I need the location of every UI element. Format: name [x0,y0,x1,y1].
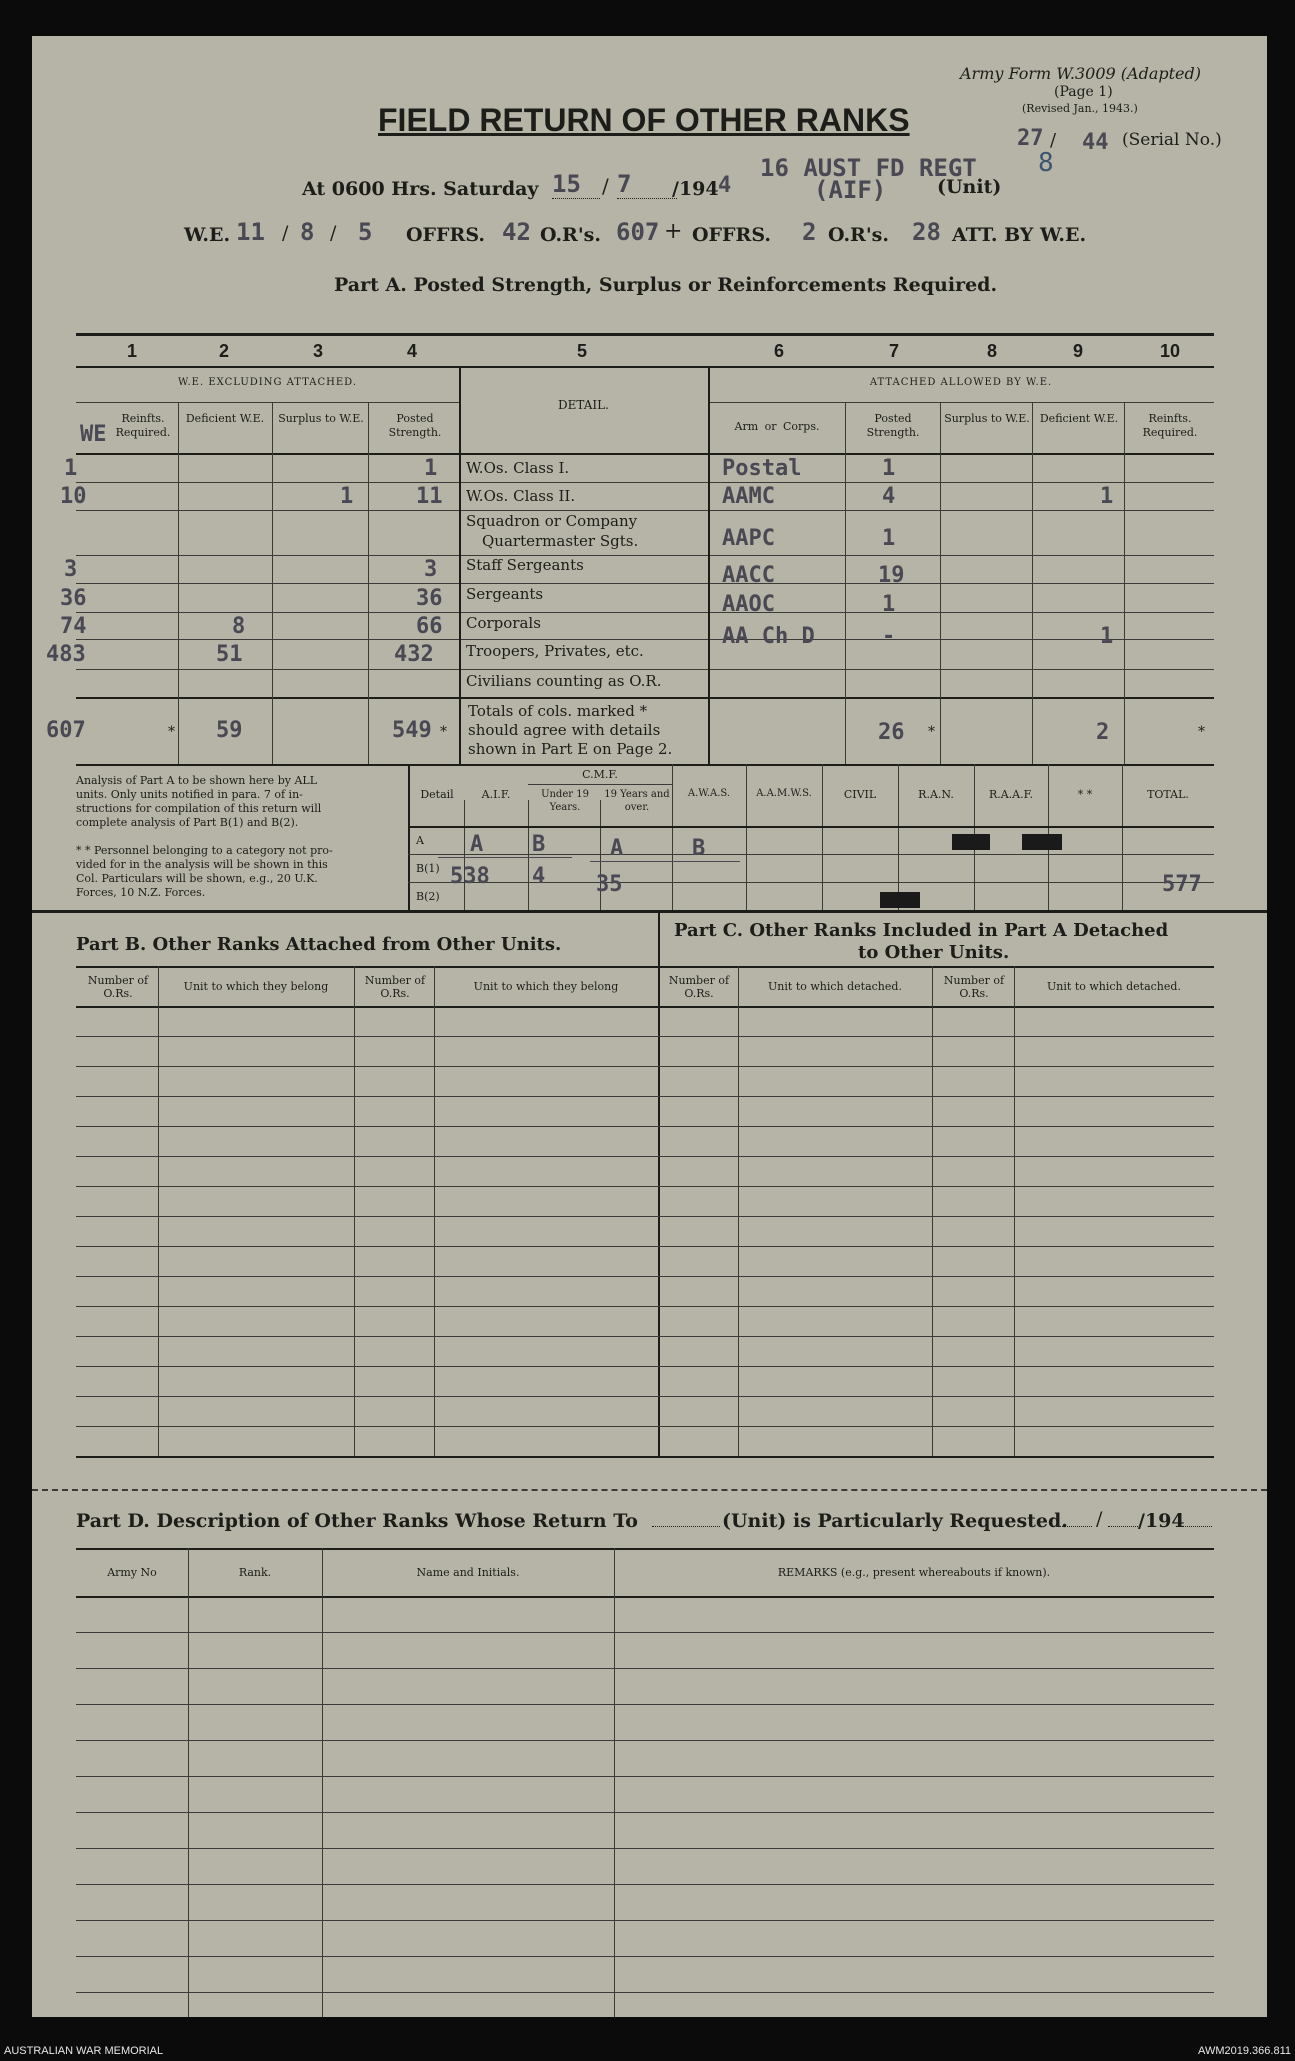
total-detail-3: shown in Part E on Page 2. [468,740,673,758]
part-b-header-unit: Unit to which they belong [473,980,619,993]
ors2-label: O.R's. [828,224,889,246]
cell-surplus: 1 [340,484,354,509]
col-number: 1 [126,341,137,361]
cell-reinfts: 10 [60,484,87,509]
analysis-header-cmf: C.M.F. [582,768,618,781]
unit-label: (Unit) [937,176,1002,198]
cell-posted-att: 19 [878,563,905,588]
cell-posted: 3 [424,557,438,582]
total-star: * [168,724,175,740]
serial-year: 44 [1082,130,1109,155]
cell-posted: 36 [416,586,443,611]
part-b-header-number: Number of O.Rs. [364,974,426,1000]
analysis-header-other: * * [1077,788,1093,801]
col-number: 9 [1072,341,1083,361]
we-value-1: 11 [236,218,265,246]
cell-posted: 1 [424,456,438,481]
col-number: 6 [773,341,784,361]
header-reinfts: Reinfts. Required. [115,412,171,439]
cell-arm: AA Ch D [722,624,815,649]
cell-reinfts: 1 [64,456,78,481]
total-deficient: 59 [216,718,243,743]
cell-deficient: 8 [232,614,246,639]
part-d-year: /194 [1138,1510,1185,1532]
analysis-header-aamws: A.A.M.W.S. [756,788,812,799]
header-surplus-att: Surplus to W.E. [944,412,1030,425]
ors-value: 607 [616,218,660,246]
col-number: 10 [1159,341,1181,361]
ors2-value: 28 [912,218,941,246]
offrs2-value: 2 [802,218,817,246]
header-reinfts-att: Reinfts. Required. [1142,412,1198,439]
analysis-header-cmf-under19: Under 19 Years. [541,789,589,813]
perforation-line [32,1489,1267,1491]
analysis-footnote: * * Personnel belonging to a category not pro- vided for in the analysis will be shown in this Col. Particulars will be shown, e.g., 20 U.K. Forces, 10 N.Z. Forces. [76,844,333,899]
part-d-header-rank: Rank. [238,1566,272,1579]
part-c-header-number: Number of O.Rs. [943,974,1005,1000]
part-c-header-unit: Unit to which detached. [1047,980,1181,993]
analysis-header-ran: R.A.N. [918,788,954,801]
analysis-header-detail: Detail [420,788,454,801]
col-number: 8 [986,341,997,361]
header-deficient-att: Deficient W.E. [1039,412,1119,425]
date-day: 15 [552,170,600,199]
redaction-block [880,892,920,908]
header-posted: Posted Strength. [388,412,442,439]
total-posted-att: 26 [878,720,905,745]
we-value-3: 5 [358,218,373,246]
at-label: At 0600 Hrs. Saturday [302,178,539,200]
form-sheet: Army Form W.3009 (Adapted) (Page 1) (Revised Jan., 1943.) 27 / 44 8 (Serial No.) FIELD RETURN OF OTHER RANKS At 0600 Hrs. Saturday 15 / 7 /194 4 16 AUST FD REGT (AIF) (Unit) W.E. 11 / 8 / 5 OFFRS. 42 O.R's. 607 + OFFRS. 2 O.R's. 28 ATT. BY W.E. Part A. Posted Strength, Surplus or Reinforcements Required. 1 2 3 4 5 6 7 8 9 10 W.E. EXCLUDING ATTACHED. ATTACHED ALLOWED BY W.E. DETAIL. Reinfts. Required. Deficient W.E. Surplus to W.E. Posted Strength. WE Arm or Corps. Posted Strength. Surplus to W.E. Deficient W.E. Reinfts. Required. 1 1 W.Os. Class I. Postal 1 10 1 11 W.Os. Class II. AAMC 4 1 Squadron or Company Quartermaster Sgts. AAPC 1 3 3 Staff Sergeants AACC 19 36 36 Sergeants AAOC 1 74 8 66 Corporals AA Ch D - 1 483 51 432 Troopers, Privates, etc. Civilians counting as O.R. 607 * 59 549 * Totals of cols. marked * should agree with details shown in Part E on Page 2. 26 * 2 * Analysis of Part A to be shown here by ALL units. Only units notified in para. 7 of in- structions for compilation of this return will complete analysis of Part B(1) and B(2). * * Personnel belonging to a category not pro- vided for in the analysis will be shown in this Col. Particulars will be shown, e.g., 20 U.K. Forces, 10 N.Z. Forces. Detail A.I.F. C.M.F. Under 19 Years. 19 Years and over. A.W.A.S. A.A.M.W.S. CIVIL R.A.N. R.A.A.F. * * TOTAL. A B(1) B(2) A B A B 538 4 35 577 Part B. Other Ranks Attached from Other Units. Part C. Other Ranks Included in Part A Detached to Other Units. Number of O.Rs. Unit to which they belong Number of O.Rs. Unit to which they belong Number of O.Rs. Unit to which detached. Number of O.Rs. Unit to which detached. Part D. Description of Other Ranks Whose Return To (Unit) is Particularly Requested. / /194 Army No Rank. Name and Initials. REMARKS (e.g., present whereabouts if known). [32,36,1267,2017]
cell-detail: W.Os. Class II. [466,487,576,505]
cell-detail: Squadron or Company [466,512,638,530]
analysis-header-total: TOTAL. [1147,788,1189,801]
analysis-header-cmf-over19: 19 Years and over. [604,789,670,813]
cell-arm: AAMC [722,484,775,509]
cell-reinfts: 3 [64,557,78,582]
part-c-header-unit: Unit to which detached. [768,980,902,993]
date-year-suffix: 4 [718,173,732,198]
part-c-title: Part C. Other Ranks Included in Part A Detached [674,920,1169,941]
analysis-header-raaf: R.A.A.F. [988,788,1034,801]
analysis-header-awas: A.W.A.S. [687,788,731,799]
analysis-row-a: A [416,834,424,847]
cell-detail: Civilians counting as O.R. [466,672,662,690]
header-surplus: Surplus to W.E. [278,412,364,425]
cell-posted-att: 1 [882,456,896,481]
redaction-block [1022,834,1062,850]
analysis-header-aif: A.I.F. [481,788,511,801]
total-reinfts: 607 [46,718,86,743]
cell-posted-att: 1 [882,592,896,617]
serial-label: (Serial No.) [1122,130,1222,150]
col-number: 4 [406,341,417,361]
typed-a: A [470,832,484,857]
form-title: FIELD RETURN OF OTHER RANKS [378,102,910,138]
header-deficient: Deficient W.E. [185,412,265,425]
cell-deficient-att: 1 [1100,624,1114,649]
offrs2-label: OFFRS. [692,224,771,246]
total-detail-1: Totals of cols. marked * [468,702,648,720]
typed-aif: 538 [450,864,490,889]
part-d-header-remarks: REMARKS (e.g., present whereabouts if known). [777,1566,1051,1579]
cell-posted-att: - [882,624,896,649]
part-a-title: Part A. Posted Strength, Surplus or Reinforcements Required. [334,274,998,296]
we-label: W.E. [184,224,231,246]
we-value-2: 8 [300,218,315,246]
serial-handwritten: 8 [1038,148,1054,178]
col-number: 2 [218,341,229,361]
page-label: (Page 1) [1054,84,1113,100]
part-d-title: Part D. Description of Other Ranks Whose Return To [76,1510,638,1532]
cell-arm: Postal [722,456,802,481]
cell-arm: AAPC [722,526,775,551]
cell-detail: Troopers, Privates, etc. [466,642,644,660]
part-b-header-unit: Unit to which they belong [183,980,329,993]
redaction-block [952,834,990,850]
offrs-label: OFFRS. [406,224,485,246]
cell-posted-att: 4 [882,484,896,509]
col-number: 3 [312,341,323,361]
cell-detail: W.Os. Class I. [466,459,570,477]
cell-posted: 66 [416,614,443,639]
part-c-title-2: to Other Units. [858,942,1010,963]
group-header-we: W.E. EXCLUDING ATTACHED. [177,377,358,388]
part-c-header-number: Number of O.Rs. [668,974,730,1000]
total-deficient-att: 2 [1096,720,1110,745]
cell-posted: 432 [394,642,434,667]
total-star: * [440,724,447,740]
cell-deficient: 51 [216,642,243,667]
header-arm: Arm or Corps. [734,420,820,433]
cell-detail: Sergeants [466,585,544,603]
cell-detail: Staff Sergeants [466,556,584,574]
unit-line-2: (AIF) [814,176,887,204]
cell-posted-att: 1 [882,526,896,551]
analysis-row-b2: B(2) [416,890,440,903]
analysis-row-b1: B(1) [416,862,440,875]
analysis-header-civil: CIVIL [843,788,877,801]
footer-source: AUSTRALIAN WAR MEMORIAL [4,2045,164,2057]
ors-label: O.R's. [540,224,601,246]
footer-accession: AWM2019.366.811 [1198,2045,1291,2057]
total-star: * [1198,724,1205,740]
we-mark: WE [80,422,107,447]
typed-total: 577 [1162,872,1202,897]
detail-header: DETAIL. [558,398,609,412]
att-label: ATT. BY W.E. [952,224,1087,246]
header-posted-att: Posted Strength. [866,412,920,439]
serial-typed: 27 [1017,126,1044,151]
part-d-header-army-no: Army No [107,1566,157,1579]
part-b-header-number: Number of O.Rs. [87,974,149,1000]
part-b-title: Part B. Other Ranks Attached from Other Units. [76,934,562,955]
cell-arm: AAOC [722,592,775,617]
army-form-label: Army Form W.3009 (Adapted) [960,64,1202,83]
cell-reinfts: 36 [60,586,87,611]
typed-aif-b: 4 [532,864,546,889]
total-star: * [928,724,935,740]
offrs-value: 42 [502,218,531,246]
total-posted: 549 [392,718,432,743]
col-number: 5 [576,341,587,361]
part-d-header-name: Name and Initials. [416,1566,520,1579]
cell-arm: AACC [722,563,775,588]
col-number: 7 [888,341,899,361]
cell-reinfts: 74 [60,614,87,639]
date-month: 7 [617,170,677,199]
cell-detail-line2: Quartermaster Sgts. [482,532,639,550]
part-d-title-b: (Unit) is Particularly Requested. [722,1510,1068,1532]
cell-reinfts: 483 [46,642,86,667]
total-detail-2: should agree with details [468,721,661,739]
typed-cmf: 35 [596,872,623,897]
date-year-prefix: /194 [672,178,719,200]
typed-a: A [610,836,624,861]
typed-b: B [692,836,706,861]
cell-deficient-att: 1 [1100,484,1114,509]
analysis-note: Analysis of Part A to be shown here by ALL units. Only units notified in para. 7 of in- structions for compilation of this return will complete analysis of Part B(1) and B(2). [76,774,322,829]
cell-detail: Corporals [466,614,541,632]
unit-line-1: 16 AUST FD REGT [760,154,977,182]
cell-posted: 11 [416,484,443,509]
typed-b: B [532,832,546,857]
group-header-attached: ATTACHED ALLOWED BY W.E. [869,377,1053,388]
revised-label: (Revised Jan., 1943.) [1022,102,1138,115]
